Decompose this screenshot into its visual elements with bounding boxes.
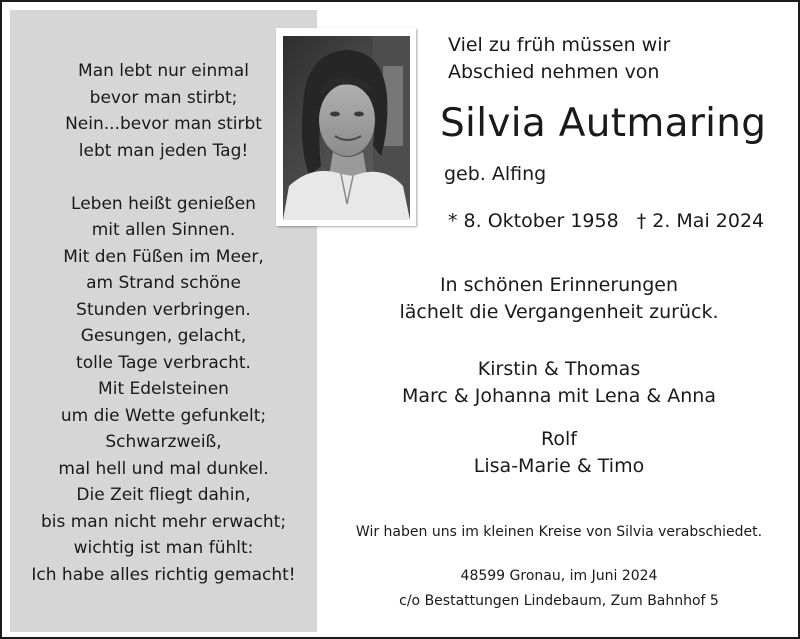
contact-address: c/o Bestattungen Lindebaum, Zum Bahnhof 5: [399, 593, 719, 609]
poem-line: Gesungen, gelacht,: [80, 326, 247, 346]
poem-line: Mit Edelsteinen: [98, 379, 229, 399]
mourner-line: Lisa-Marie & Timo: [473, 455, 645, 477]
poem-line: Stunden verbringen.: [76, 299, 251, 320]
place-date: 48599 Gronau, im Juni 2024: [460, 568, 658, 584]
poem-line: wichtig ist man fühlt:: [73, 538, 254, 558]
poem-line: tolle Tage verbracht.: [76, 352, 251, 373]
poem-line: mit allen Sinnen.: [91, 220, 236, 240]
life-dates: [448, 206, 764, 236]
memory-text: [332, 272, 786, 326]
intro-line: Viel zu früh müssen wir: [448, 34, 671, 56]
poem-panel: [10, 10, 317, 632]
poem-line: Die Zeit fliegt dahin,: [76, 485, 251, 505]
stanza-gap: [10, 164, 317, 191]
mourner-line: Kirstin & Thomas: [477, 358, 641, 380]
intro-line: Abschied nehmen von: [448, 61, 660, 83]
memory-line: lächelt die Vergangenheit zurück.: [399, 301, 719, 323]
maiden-name: geb. Alfing: [444, 163, 547, 185]
poem-line: Ich habe alles richtig gemacht!: [31, 564, 296, 585]
poem: [10, 58, 317, 588]
mourner-line: Rolf: [541, 428, 577, 450]
mourners-group-2: [332, 426, 786, 480]
intro-text: [448, 32, 670, 86]
portrait-photo-frame: [276, 28, 416, 226]
mourners-group-1: [332, 356, 786, 410]
deceased-name: Silvia Autmaring: [440, 101, 767, 146]
poem-line: Nein...bevor man stirbt: [65, 114, 262, 134]
poem-line: bis man nicht mehr erwacht;: [40, 511, 287, 532]
farewell-notice: Wir haben uns im kleinen Kreise von Silvia verabschiedet.: [355, 524, 763, 540]
death-date: † 2. Mai 2024: [636, 210, 765, 232]
poem-line: Man lebt nur einmal: [78, 61, 249, 81]
memory-line: In schönen Erinnerungen: [439, 274, 679, 296]
birth-date: * 8. Oktober 1958: [448, 210, 619, 232]
poem-line: um die Wette gefunkelt;: [60, 405, 267, 426]
mourner-line: Marc & Johanna mit Lena & Anna: [402, 385, 716, 407]
poem-line: am Strand schöne: [86, 273, 241, 293]
poem-line: Mit den Füßen im Meer,: [63, 246, 264, 267]
portrait-illustration: [283, 36, 410, 220]
poem-line: bevor man stirbt;: [89, 87, 238, 108]
portrait-photo: [283, 36, 410, 220]
poem-line: Schwarzweiß,: [105, 432, 222, 452]
poem-line: mal hell und mal dunkel.: [58, 458, 269, 479]
poem-line: Leben heißt genießen: [71, 193, 256, 214]
poem-line: lebt man jeden Tag!: [78, 140, 249, 161]
